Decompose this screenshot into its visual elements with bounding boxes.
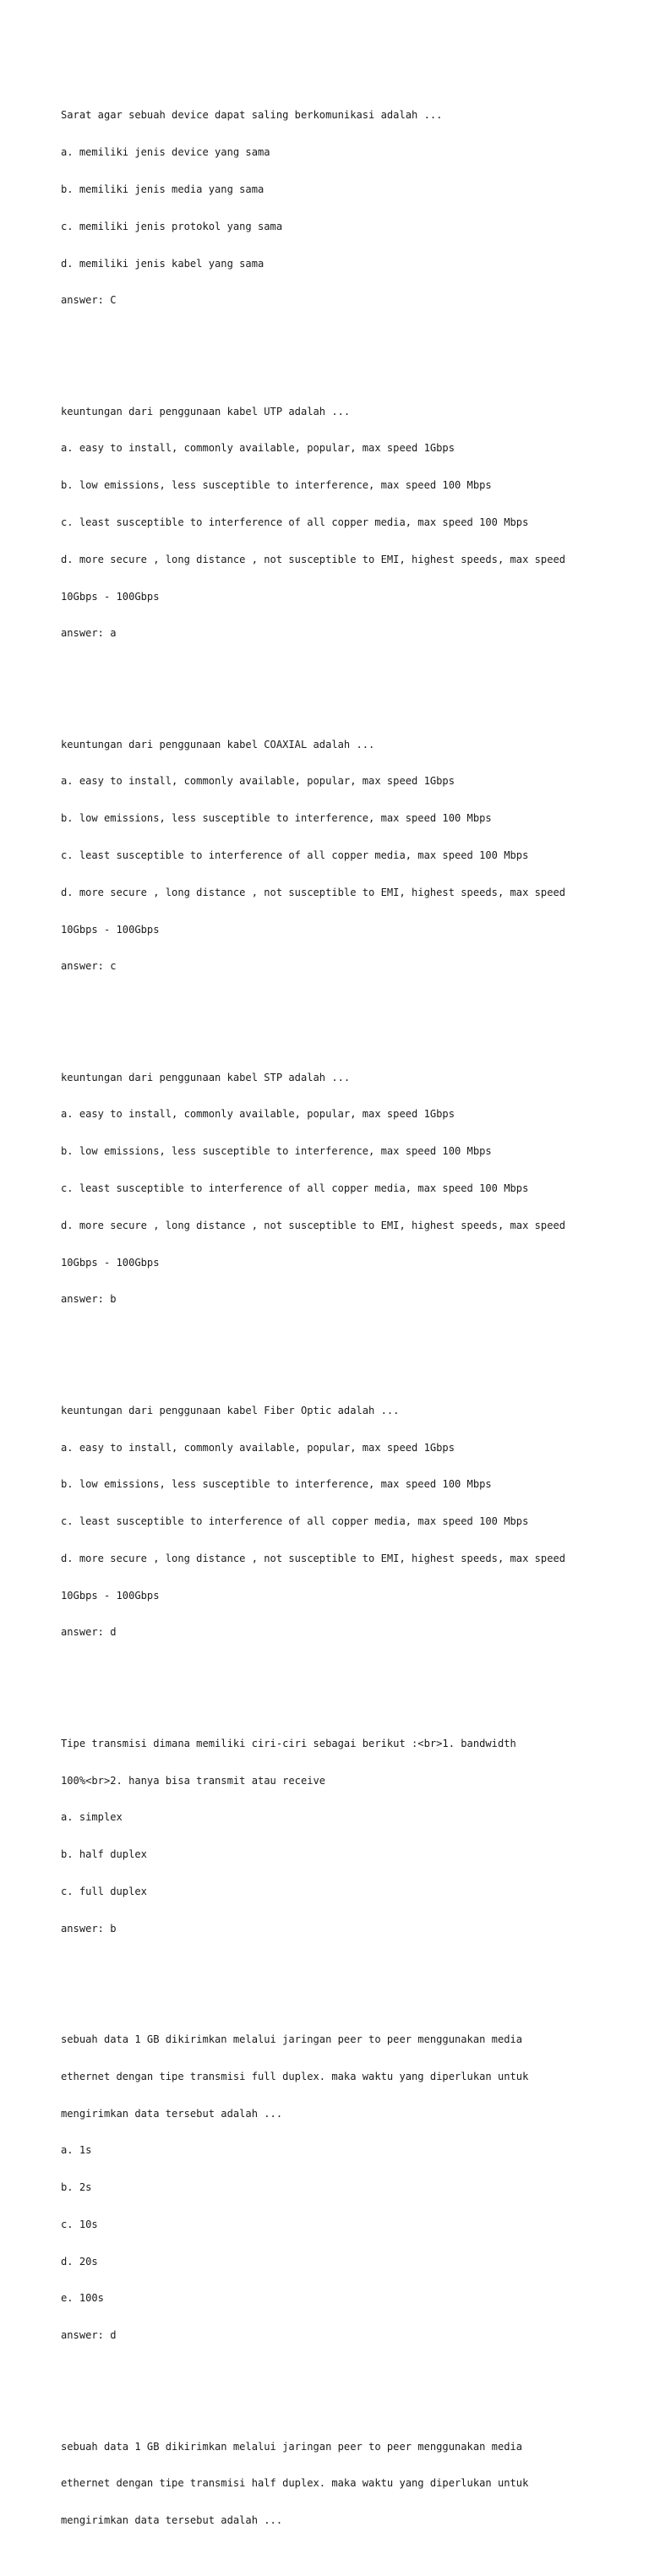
option-d-continued: 10Gbps - 100Gbps <box>61 590 160 603</box>
question-text: sebuah data 1 GB dikirimkan melalui jaringan peer to peer menggunakan media <box>61 2033 523 2045</box>
option-a: a. easy to install, commonly available, popular, max speed 1Gbps <box>61 1108 455 1121</box>
question-text-continued: ethernet dengan tipe transmisi full duplex. maka waktu yang diperlukan untuk <box>61 2070 529 2082</box>
option-c: c. memiliki jenis protokol yang sama <box>61 220 283 232</box>
answer: answer: b <box>61 1293 117 1306</box>
question-text-continued: ethernet dengan tipe transmisi half duplex. maka waktu yang diperlukan untuk <box>61 2477 529 2490</box>
question-text: keuntungan dari penggunaan kabel Fiber Optic adalah ... <box>61 1404 400 1416</box>
answer: answer: d <box>61 1626 117 1639</box>
option-d: d. 20s <box>61 2255 98 2268</box>
answer: answer: d <box>61 2329 117 2342</box>
option-b: b. low emissions, less susceptible to interference, max speed 100 Mbps <box>61 812 492 825</box>
question-4 <box>61 1047 602 1331</box>
option-d: d. more secure , long distance , not susceptible to EMI, highest speeds, max speed <box>61 1552 566 1564</box>
answer: answer: c <box>61 960 117 973</box>
question-text: Tipe transmisi dimana memiliki ciri-ciri sebagai berikut :<br>1. bandwidth <box>61 1737 516 1749</box>
question-5 <box>61 1380 602 1664</box>
option-c: c. least susceptible to interference of all copper media, max speed 100 Mbps <box>61 516 529 528</box>
option-d-continued: 10Gbps - 100Gbps <box>61 1256 160 1269</box>
option-d: d. memiliki jenis kabel yang sama <box>61 257 265 270</box>
question-text-continued: 100%<br>2. hanya bisa transmit atau receive <box>61 1774 326 1787</box>
option-c: c. least susceptible to interference of all copper media, max speed 100 Mbps <box>61 1182 529 1195</box>
option-c: c. 10s <box>61 2218 98 2230</box>
option-c: c. full duplex <box>61 1885 147 1897</box>
question-text-continued: mengirimkan data tersebut adalah ... <box>61 2107 283 2120</box>
option-b: b. low emissions, less susceptible to interference, max speed 100 Mbps <box>61 479 492 492</box>
question-text: keuntungan dari penggunaan kabel STP adalah ... <box>61 1071 351 1083</box>
option-a: a. easy to install, commonly available, popular, max speed 1Gbps <box>61 442 455 455</box>
option-d: d. more secure , long distance , not susceptible to EMI, highest speeds, max speed <box>61 886 566 898</box>
option-b: b. memiliki jenis media yang sama <box>61 183 265 195</box>
question-7 <box>61 2009 602 2366</box>
option-c: c. least susceptible to interference of all copper media, max speed 100 Mbps <box>61 849 529 861</box>
question-text: keuntungan dari penggunaan kabel UTP adalah ... <box>61 405 351 418</box>
option-d: d. more secure , long distance , not susceptible to EMI, highest speeds, max speed <box>61 553 566 565</box>
option-d: d. more secure , long distance , not susceptible to EMI, highest speeds, max speed <box>61 1219 566 1231</box>
question-text-continued: mengirimkan data tersebut adalah ... <box>61 2514 283 2527</box>
option-e: e. 100s <box>61 2292 104 2305</box>
option-b: b. half duplex <box>61 1848 147 1861</box>
option-b: b. low emissions, less susceptible to interference, max speed 100 Mbps <box>61 1145 492 1158</box>
option-a: a. 1s <box>61 2144 92 2157</box>
document-page <box>61 60 602 2576</box>
question-1 <box>61 85 602 331</box>
option-c: c. least susceptible to interference of all copper media, max speed 100 Mbps <box>61 1515 529 1528</box>
option-a: a. easy to install, commonly available, popular, max speed 1Gbps <box>61 775 455 788</box>
answer: answer: C <box>61 294 117 307</box>
option-d-continued: 10Gbps - 100Gbps <box>61 1589 160 1602</box>
question-text: keuntungan dari penggunaan kabel COAXIAL adalah ... <box>61 738 375 750</box>
question-2 <box>61 380 602 664</box>
answer: answer: a <box>61 627 117 640</box>
option-a: a. simplex <box>61 1811 123 1824</box>
question-text: sebuah data 1 GB dikirimkan melalui jaringan peer to peer menggunakan media <box>61 2440 523 2453</box>
answer: answer: b <box>61 1922 117 1935</box>
option-a: a. memiliki jenis device yang sama <box>61 146 270 159</box>
question-8 <box>61 2415 602 2551</box>
option-b: b. low emissions, less susceptible to interference, max speed 100 Mbps <box>61 1478 492 1491</box>
option-d-continued: 10Gbps - 100Gbps <box>61 923 160 936</box>
question-text: Sarat agar sebuah device dapat saling berkomunikasi adalah ... <box>61 109 443 122</box>
option-a: a. easy to install, commonly available, popular, max speed 1Gbps <box>61 1441 455 1454</box>
question-3 <box>61 713 602 997</box>
question-6 <box>61 1713 602 1960</box>
option-b: b. 2s <box>61 2181 92 2194</box>
